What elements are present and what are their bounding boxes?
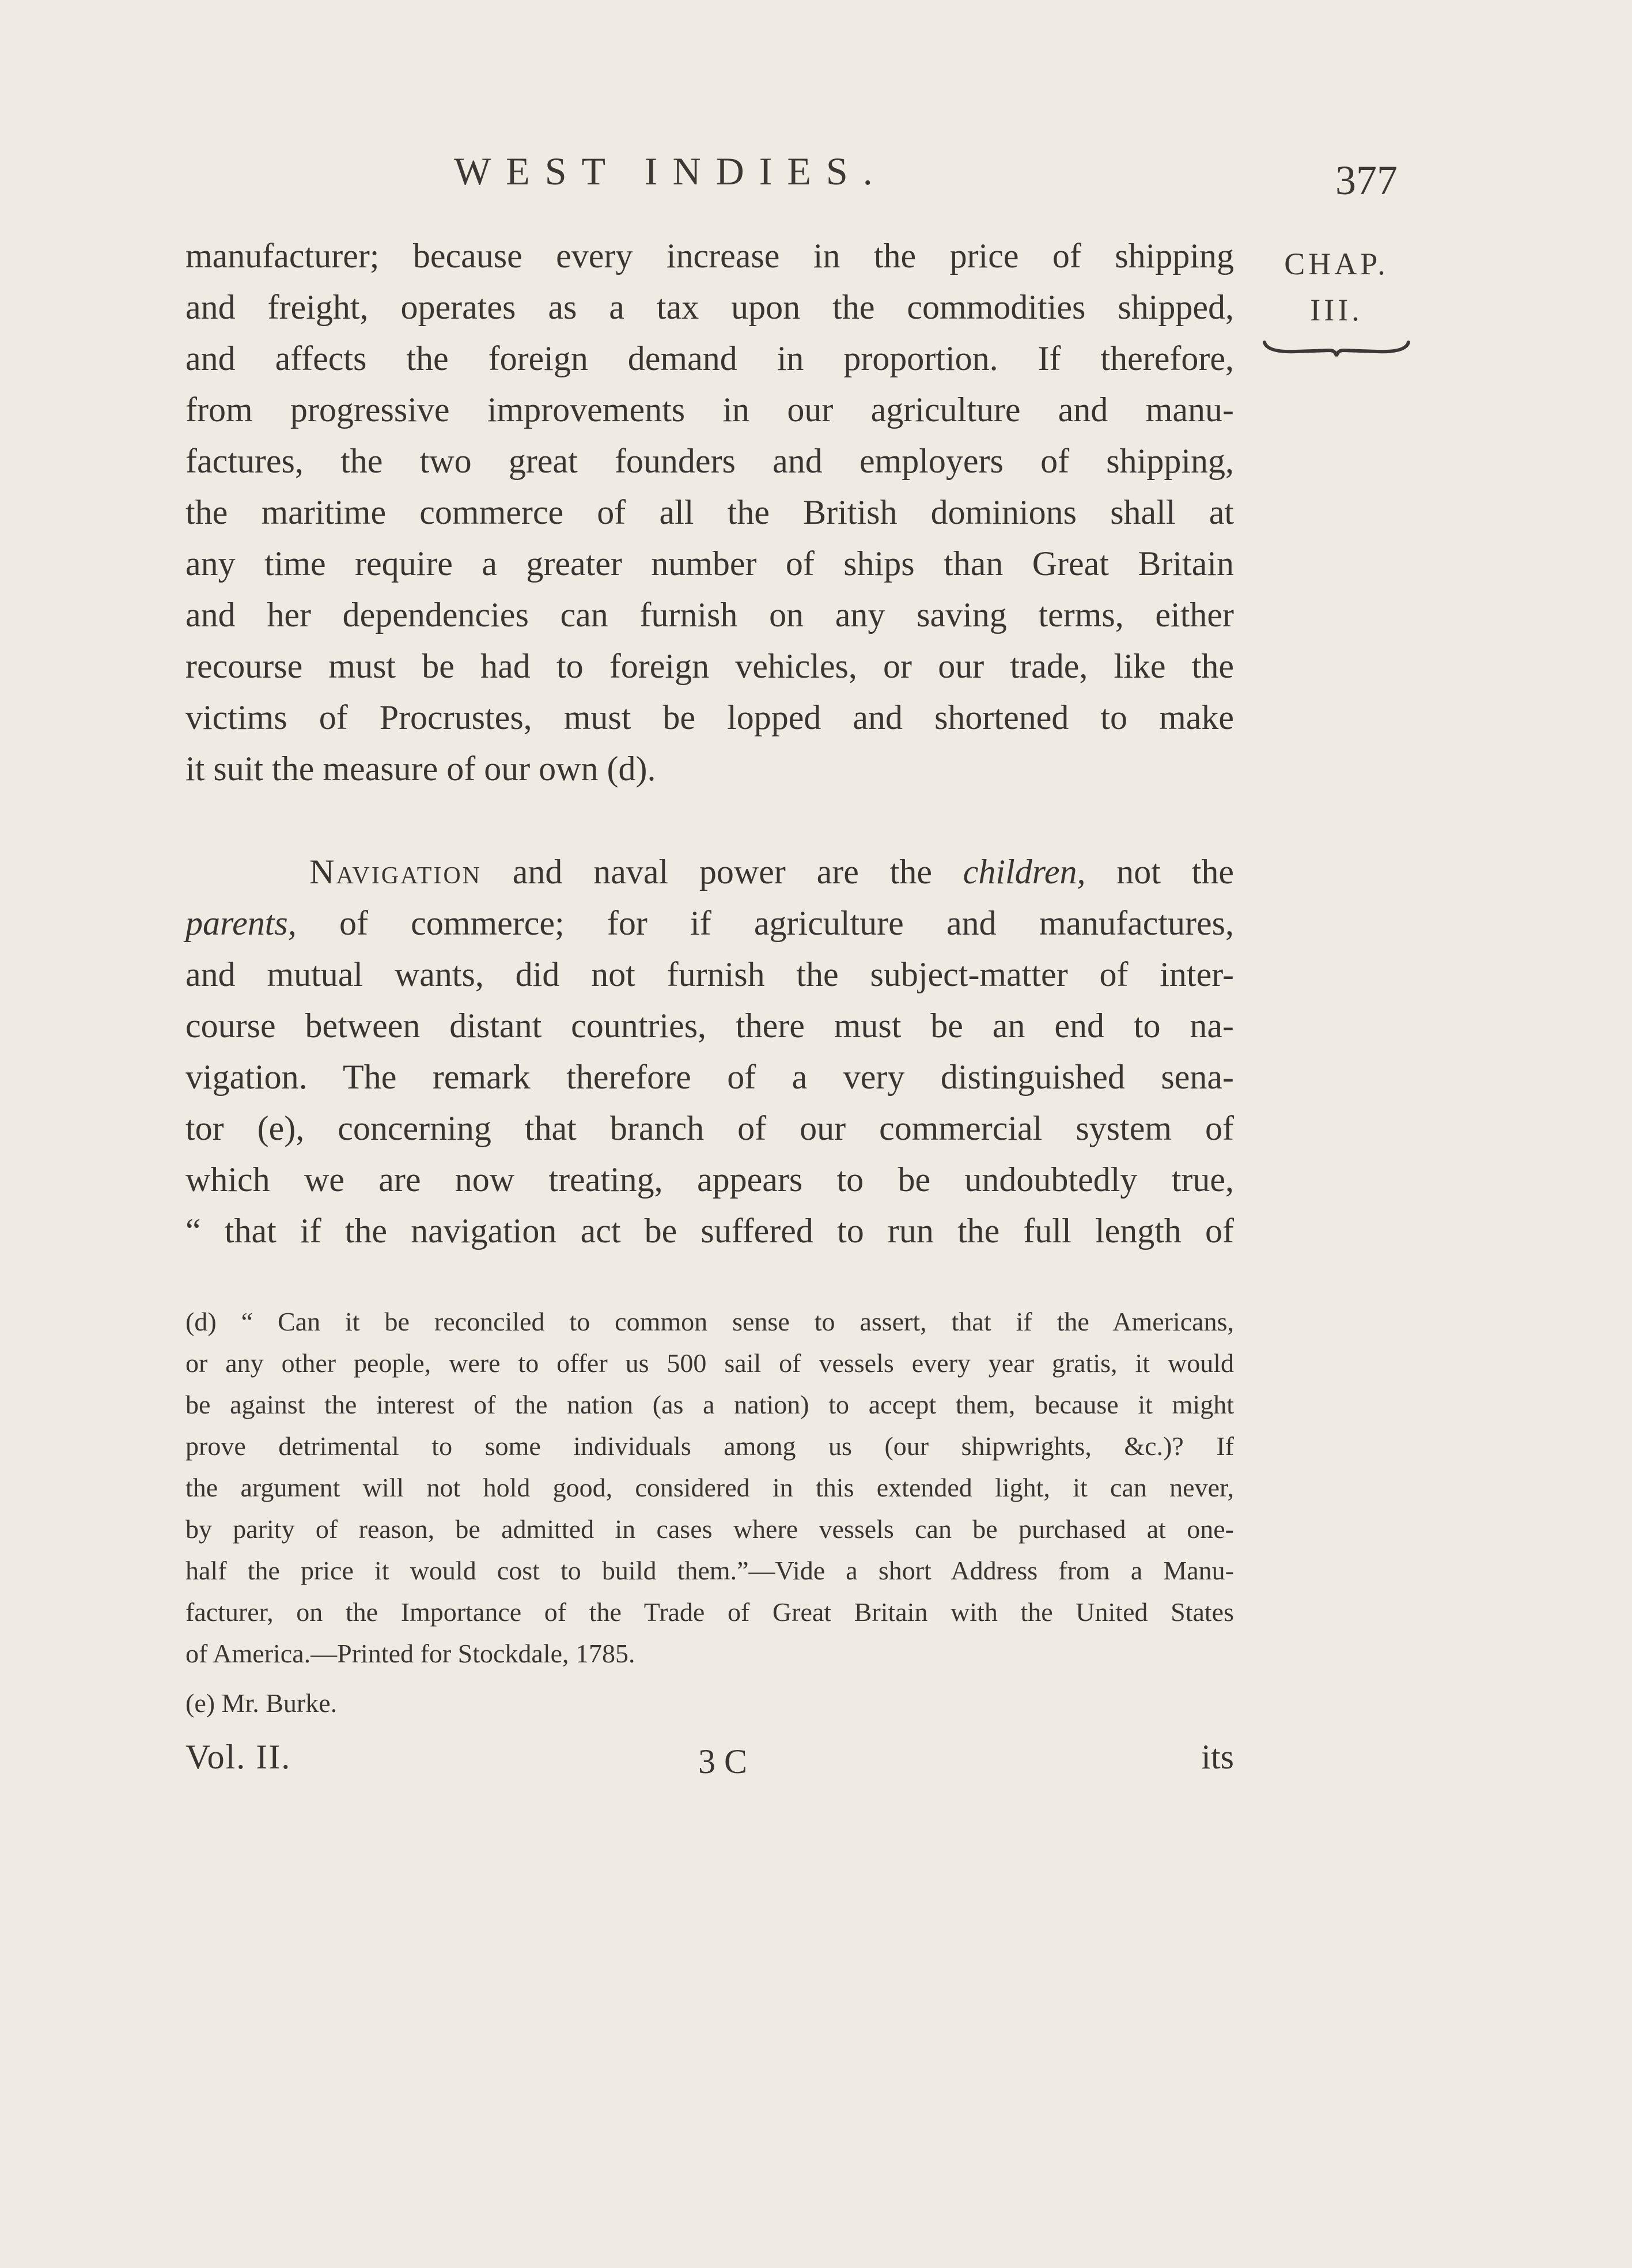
italic-word: parents,: [185, 904, 297, 942]
footnote-e: (e) Mr. Burke.: [185, 1688, 338, 1718]
footnote-line: prove detrimental to some individuals among us (our shipwrights, &c.)? If: [185, 1431, 1234, 1461]
main-text: [185, 230, 1234, 1257]
footnote-line: the argument will not hold good, considered in this extended light, it can never,: [185, 1473, 1234, 1502]
text-line: and mutual wants, did not furnish the subject-matter of inter-: [185, 955, 1234, 993]
footnote-line: half the price it would cost to build them.”—Vide a short Address from a Manu-: [185, 1556, 1234, 1585]
italic-word: children,: [963, 853, 1086, 891]
text-line: Navigation and naval power are the children, not the: [309, 853, 1234, 891]
text-line: factures, the two great founders and employers of shipping,: [185, 442, 1234, 480]
text-line: it suit the measure of our own (d).: [185, 750, 656, 788]
text-line: parents, of commerce; for if agriculture and manufactures,: [185, 904, 1234, 942]
text-line: tor (e), concerning that branch of our commercial system of: [185, 1109, 1234, 1147]
text-line: victims of Procrustes, must be lopped and shortened to make: [185, 698, 1234, 736]
brace-ornament-icon: [1262, 335, 1411, 358]
footnote-line: by parity of reason, be admitted in cases where vessels can be purchased at one-: [185, 1514, 1234, 1544]
footnote-d: [185, 1301, 1234, 1674]
paragraph-1: [185, 230, 1234, 795]
paragraph-2: [185, 846, 1234, 1257]
running-title: WEST INDIES.: [454, 149, 888, 193]
volume-label: Vol. II.: [185, 1738, 291, 1776]
text-line: course between distant countries, there must be an end to na-: [185, 1007, 1234, 1045]
text-line: from progressive improvements in our agriculture and manu-: [185, 391, 1234, 429]
text-line: recourse must be had to foreign vehicles, or our trade, like the: [185, 647, 1234, 685]
text-line: and freight, operates as a tax upon the commodities shipped,: [185, 288, 1234, 326]
signature-mark: 3 C: [698, 1742, 748, 1781]
catchword: its: [1201, 1738, 1234, 1776]
lead-word: Navigation: [309, 853, 482, 891]
page-number: 377: [1335, 157, 1398, 203]
chapter-label: CHAP.: [1284, 247, 1389, 281]
text-line: vigation. The remark therefore of a very distinguished sena-: [185, 1058, 1234, 1096]
text-line: manufacturer; because every increase in the price of shipping: [185, 237, 1234, 275]
text-line: and affects the foreign demand in proportion. If therefore,: [185, 339, 1234, 377]
footnotes: [185, 1301, 1234, 1724]
text-line: “ that if the navigation act be suffered to run the full length of: [185, 1212, 1234, 1250]
footnote-line: facturer, on the Importance of the Trade of Great Britain with the United States: [185, 1597, 1234, 1627]
chapter-margin-note: [1262, 241, 1411, 358]
text-line: any time require a greater number of ships than Great Britain: [185, 545, 1234, 583]
page-footer: [185, 1737, 1234, 1783]
text-line: which we are now treating, appears to be undoubtedly true,: [185, 1161, 1234, 1199]
footnote-line: or any other people, were to offer us 500 sail of vessels every year gratis, it would: [185, 1348, 1234, 1378]
chapter-number: III.: [1310, 293, 1363, 327]
footnote-line: of America.—Printed for Stockdale, 1785.: [185, 1639, 635, 1668]
footnote-line: be against the interest of the nation (as a nation) to accept them, because it might: [185, 1390, 1234, 1419]
text-line: and her dependencies can furnish on any saving terms, either: [185, 596, 1234, 634]
text-line: the maritime commerce of all the British dominions shall at: [185, 493, 1234, 531]
footnote-line: (d) “ Can it be reconciled to common sense to assert, that if the Americans,: [185, 1307, 1234, 1336]
